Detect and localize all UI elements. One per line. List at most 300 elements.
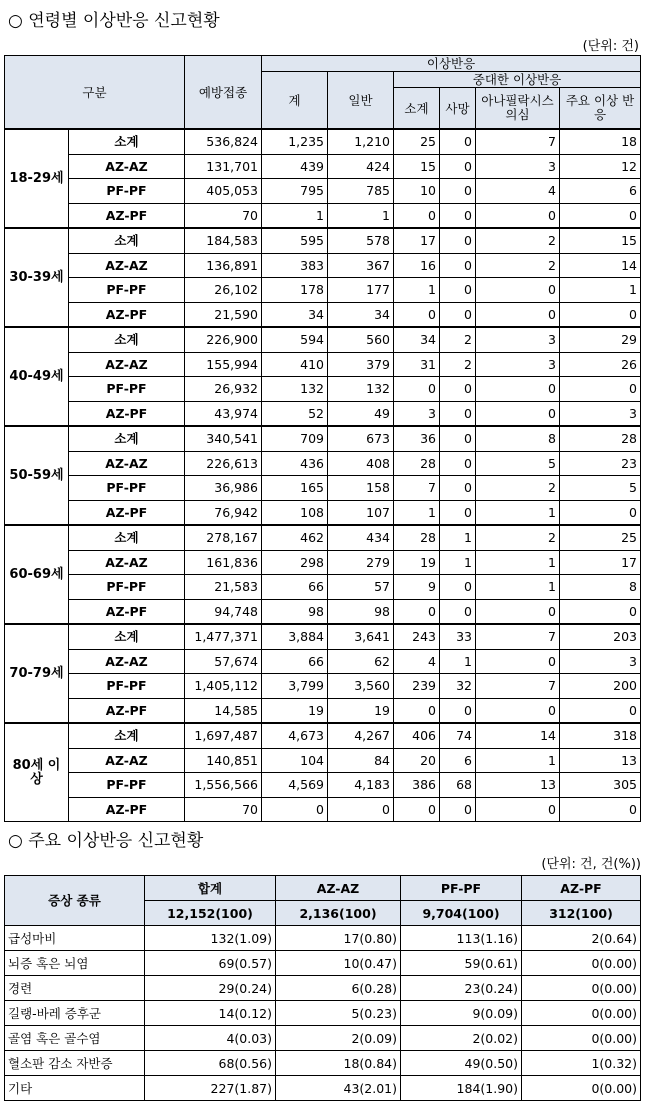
table-cell: 305: [560, 773, 641, 798]
header-general: 일반: [328, 72, 394, 130]
table-cell: 20: [394, 748, 440, 773]
row-label: AZ-AZ: [69, 748, 185, 773]
table-cell: 14: [560, 253, 641, 278]
table-cell: 13: [476, 773, 560, 798]
table-cell: 25: [560, 525, 641, 550]
table-cell: 0: [394, 203, 440, 228]
table-row: [5, 377, 641, 402]
table-cell: 7: [476, 129, 560, 154]
table-cell: 36: [394, 426, 440, 451]
table-cell: 14,585: [185, 698, 262, 723]
table-cell: 26,102: [185, 278, 262, 303]
table-cell: 165: [262, 476, 328, 501]
table-cell: 0: [440, 401, 476, 426]
table-row: [5, 550, 641, 575]
table-cell: 3: [394, 401, 440, 426]
age-group-label: 50-59세: [5, 426, 69, 525]
table-cell: 439: [262, 154, 328, 179]
table-cell: 1: [440, 550, 476, 575]
table-cell: 8: [476, 426, 560, 451]
table-cell: 3: [476, 352, 560, 377]
table-cell: 424: [328, 154, 394, 179]
age-group-label: 18-29세: [5, 129, 69, 228]
header-col-total: 합계: [145, 876, 276, 901]
table-cell: 18: [560, 129, 641, 154]
table-cell: 4,183: [328, 773, 394, 798]
table-row: [5, 302, 641, 327]
header-adverse: 이상반응: [262, 56, 641, 72]
table-cell: 0: [440, 253, 476, 278]
table-cell: 14(0.12): [145, 1001, 276, 1026]
table-cell: 318: [560, 723, 641, 748]
table-cell: 0: [560, 377, 641, 402]
table-cell: 25: [394, 129, 440, 154]
table-cell: 226,900: [185, 327, 262, 352]
table-cell: 673: [328, 426, 394, 451]
table-cell: 184,583: [185, 228, 262, 253]
table-cell: 16: [394, 253, 440, 278]
table-row: [5, 203, 641, 228]
row-label: PF-PF: [69, 377, 185, 402]
table-cell: 462: [262, 525, 328, 550]
table-cell: 0: [440, 426, 476, 451]
table-cell: 0: [476, 599, 560, 624]
table-cell: 3,884: [262, 624, 328, 649]
table-cell: 34: [262, 302, 328, 327]
table-cell: 76,942: [185, 500, 262, 525]
table-cell: 578: [328, 228, 394, 253]
table-row: [5, 797, 641, 822]
table-row: [5, 253, 641, 278]
row-label: PF-PF: [69, 575, 185, 600]
row-label: 소계: [69, 624, 185, 649]
table-cell: 383: [262, 253, 328, 278]
table-cell: 69(0.57): [145, 951, 276, 976]
table-cell: 1,235: [262, 129, 328, 154]
section1-unit: (단위: 건): [582, 39, 639, 54]
header-col-pfpf: PF-PF: [401, 876, 522, 901]
table-cell: 7: [476, 624, 560, 649]
table-cell: 595: [262, 228, 328, 253]
table-cell: 0: [476, 797, 560, 822]
table-row: [5, 575, 641, 600]
table-cell: 2(0.09): [276, 1026, 401, 1051]
table-cell: 1: [476, 550, 560, 575]
table-cell: 7: [394, 476, 440, 501]
table-cell: 21,583: [185, 575, 262, 600]
table-cell: 560: [328, 327, 394, 352]
table-cell: 23: [560, 451, 641, 476]
table-cell: 386: [394, 773, 440, 798]
header-symptom: 증상 종류: [5, 876, 145, 926]
table-cell: 0(0.00): [522, 1026, 641, 1051]
row-label: AZ-PF: [69, 599, 185, 624]
table-cell: 140,851: [185, 748, 262, 773]
table-cell: 62: [328, 649, 394, 674]
table-row: [5, 1051, 641, 1076]
table-cell: 5: [476, 451, 560, 476]
table-cell: 2(0.64): [522, 926, 641, 951]
header-total-azaz: 2,136(100): [276, 901, 401, 926]
table-cell: 6: [440, 748, 476, 773]
table-cell: 177: [328, 278, 394, 303]
symptom-label: 뇌증 혹은 뇌염: [5, 951, 145, 976]
table-row: [5, 698, 641, 723]
table-cell: 43(2.01): [276, 1076, 401, 1101]
table-cell: 23(0.24): [401, 976, 522, 1001]
table-cell: 9: [394, 575, 440, 600]
table-cell: 227(1.87): [145, 1076, 276, 1101]
table-cell: 29: [560, 327, 641, 352]
symptom-label: 길랭-바레 증후군: [5, 1001, 145, 1026]
table-cell: 795: [262, 179, 328, 204]
table-cell: 0: [440, 129, 476, 154]
row-label: PF-PF: [69, 674, 185, 699]
table-cell: 17: [560, 550, 641, 575]
table-cell: 5(0.23): [276, 1001, 401, 1026]
row-label: AZ-PF: [69, 500, 185, 525]
row-label: AZ-AZ: [69, 154, 185, 179]
table-cell: 278,167: [185, 525, 262, 550]
header-total: 계: [262, 72, 328, 130]
row-label: PF-PF: [69, 773, 185, 798]
table-cell: 113(1.16): [401, 926, 522, 951]
table-cell: 29(0.24): [145, 976, 276, 1001]
table-row: [5, 179, 641, 204]
table-row: [5, 154, 641, 179]
table-cell: 367: [328, 253, 394, 278]
table-row: [5, 773, 641, 798]
table-cell: 0(0.00): [522, 951, 641, 976]
table-row: [5, 599, 641, 624]
symptom-label: 급성마비: [5, 926, 145, 951]
table-cell: 104: [262, 748, 328, 773]
table-cell: 1,405,112: [185, 674, 262, 699]
table-cell: 1: [394, 278, 440, 303]
table-cell: 10: [394, 179, 440, 204]
table-cell: 132(1.09): [145, 926, 276, 951]
table-cell: 0: [560, 302, 641, 327]
age-adverse-table: [4, 55, 641, 822]
table-cell: 434: [328, 525, 394, 550]
header-col-azaz: AZ-AZ: [276, 876, 401, 901]
table-cell: 1,556,566: [185, 773, 262, 798]
table-cell: 2: [476, 228, 560, 253]
table-cell: 0: [440, 377, 476, 402]
table-cell: 49(0.50): [401, 1051, 522, 1076]
table-cell: 0: [440, 278, 476, 303]
table-cell: 36,986: [185, 476, 262, 501]
row-label: AZ-PF: [69, 302, 185, 327]
table-cell: 0(0.00): [522, 1076, 641, 1101]
table-cell: 0: [440, 575, 476, 600]
header-serious: 중대한 이상반응: [394, 72, 641, 88]
table-cell: 74: [440, 723, 476, 748]
table-cell: 1: [328, 203, 394, 228]
row-label: PF-PF: [69, 278, 185, 303]
table-cell: 6: [560, 179, 641, 204]
table-cell: 66: [262, 649, 328, 674]
table-cell: 0: [394, 302, 440, 327]
table-cell: 2: [440, 327, 476, 352]
table-cell: 408: [328, 451, 394, 476]
table-cell: 19: [394, 550, 440, 575]
symptom-label: 골염 혹은 골수염: [5, 1026, 145, 1051]
table-row: [5, 327, 641, 352]
table-cell: 239: [394, 674, 440, 699]
age-group-label: 30-39세: [5, 228, 69, 327]
table-row: [5, 1001, 641, 1026]
table-cell: 4: [476, 179, 560, 204]
table-cell: 98: [328, 599, 394, 624]
table-row: [5, 129, 641, 154]
table-cell: 0(0.00): [522, 976, 641, 1001]
row-label: PF-PF: [69, 179, 185, 204]
table-cell: 0: [440, 451, 476, 476]
row-label: AZ-PF: [69, 203, 185, 228]
header-col-azpf: AZ-PF: [522, 876, 641, 901]
table-cell: 6(0.28): [276, 976, 401, 1001]
table-cell: 94,748: [185, 599, 262, 624]
table-cell: 1,697,487: [185, 723, 262, 748]
table-cell: 0: [440, 203, 476, 228]
table-cell: 1: [262, 203, 328, 228]
table-cell: 0: [394, 797, 440, 822]
table-cell: 0: [560, 599, 641, 624]
table-row: [5, 352, 641, 377]
table-cell: 34: [328, 302, 394, 327]
table-cell: 161,836: [185, 550, 262, 575]
table-cell: 379: [328, 352, 394, 377]
age-group-label: 60-69세: [5, 525, 69, 624]
table-cell: 108: [262, 500, 328, 525]
table-cell: 1: [394, 500, 440, 525]
table-row: [5, 1026, 641, 1051]
table-cell: 131,701: [185, 154, 262, 179]
table-cell: 17(0.80): [276, 926, 401, 951]
row-label: 소계: [69, 327, 185, 352]
table-cell: 132: [262, 377, 328, 402]
table-cell: 70: [185, 797, 262, 822]
row-label: 소계: [69, 525, 185, 550]
table-cell: 68(0.56): [145, 1051, 276, 1076]
header-total-azpf: 312(100): [522, 901, 641, 926]
table-cell: 184(1.90): [401, 1076, 522, 1101]
row-label: PF-PF: [69, 476, 185, 501]
table-cell: 15: [560, 228, 641, 253]
table-cell: 1: [440, 525, 476, 550]
table-cell: 158: [328, 476, 394, 501]
table-row: [5, 451, 641, 476]
table-cell: 405,053: [185, 179, 262, 204]
table-cell: 2: [476, 476, 560, 501]
age-group-label: 80세 이상: [5, 723, 69, 822]
row-label: 소계: [69, 426, 185, 451]
table-cell: 26: [560, 352, 641, 377]
header-vaccinations: 예방접종: [185, 56, 262, 130]
table-cell: 0: [476, 302, 560, 327]
table-cell: 298: [262, 550, 328, 575]
table-cell: 279: [328, 550, 394, 575]
table-cell: 33: [440, 624, 476, 649]
table-row: [5, 500, 641, 525]
table-row: [5, 228, 641, 253]
table-cell: 0: [440, 228, 476, 253]
table-row: [5, 723, 641, 748]
table-cell: 31: [394, 352, 440, 377]
table-cell: 0: [394, 698, 440, 723]
table-cell: 0: [476, 377, 560, 402]
age-group-label: 70-79세: [5, 624, 69, 723]
table-cell: 1: [476, 748, 560, 773]
table-cell: 536,824: [185, 129, 262, 154]
table-row: [5, 926, 641, 951]
table-cell: 28: [394, 451, 440, 476]
table-cell: 785: [328, 179, 394, 204]
header-category: 구분: [5, 56, 185, 130]
table-cell: 155,994: [185, 352, 262, 377]
row-label: 소계: [69, 228, 185, 253]
table-cell: 10(0.47): [276, 951, 401, 976]
table-cell: 709: [262, 426, 328, 451]
row-label: AZ-AZ: [69, 352, 185, 377]
table-cell: 0: [476, 698, 560, 723]
table-cell: 66: [262, 575, 328, 600]
header-total-pfpf: 9,704(100): [401, 901, 522, 926]
header-anaphylaxis: 아나필락시스 의심: [476, 88, 560, 130]
table-cell: 4: [394, 649, 440, 674]
table-cell: 3: [476, 154, 560, 179]
table-cell: 28: [560, 426, 641, 451]
table-row: [5, 748, 641, 773]
table-cell: 3: [560, 401, 641, 426]
table-cell: 0: [560, 698, 641, 723]
table-cell: 15: [394, 154, 440, 179]
table-cell: 0: [262, 797, 328, 822]
section2-unit: (단위: 건, 건(%)): [541, 857, 641, 872]
table-row: [5, 1076, 641, 1101]
table-cell: 34: [394, 327, 440, 352]
table-cell: 4,673: [262, 723, 328, 748]
table-cell: 410: [262, 352, 328, 377]
table-row: [5, 624, 641, 649]
table-cell: 406: [394, 723, 440, 748]
row-label: AZ-PF: [69, 797, 185, 822]
table-cell: 3,799: [262, 674, 328, 699]
table-row: [5, 476, 641, 501]
table-cell: 0: [440, 797, 476, 822]
table-cell: 21,590: [185, 302, 262, 327]
table-cell: 3,560: [328, 674, 394, 699]
table-cell: 340,541: [185, 426, 262, 451]
table-cell: 1(0.32): [522, 1051, 641, 1076]
table-cell: 594: [262, 327, 328, 352]
table-cell: 2: [440, 352, 476, 377]
table-cell: 4,569: [262, 773, 328, 798]
table-cell: 0: [560, 797, 641, 822]
table-cell: 98: [262, 599, 328, 624]
table-cell: 0: [476, 278, 560, 303]
table-cell: 13: [560, 748, 641, 773]
symptom-label: 기타: [5, 1076, 145, 1101]
table-cell: 43,974: [185, 401, 262, 426]
table-cell: 68: [440, 773, 476, 798]
table-cell: 0: [476, 203, 560, 228]
table-row: [5, 278, 641, 303]
table-cell: 0: [440, 476, 476, 501]
table-cell: 26,932: [185, 377, 262, 402]
table-cell: 0: [476, 401, 560, 426]
row-label: AZ-AZ: [69, 649, 185, 674]
table-row: [5, 426, 641, 451]
table-cell: 0: [560, 500, 641, 525]
table-cell: 1: [476, 575, 560, 600]
table-cell: 19: [328, 698, 394, 723]
table-row: [5, 951, 641, 976]
table-row: [5, 525, 641, 550]
header-major: 주요 이상 반응: [560, 88, 641, 130]
table-cell: 2: [476, 253, 560, 278]
table-cell: 70: [185, 203, 262, 228]
table-cell: 2(0.02): [401, 1026, 522, 1051]
row-label: 소계: [69, 723, 185, 748]
table-row: [5, 674, 641, 699]
table-cell: 3,641: [328, 624, 394, 649]
row-label: AZ-AZ: [69, 451, 185, 476]
table-cell: 18(0.84): [276, 1051, 401, 1076]
symptom-label: 혈소판 감소 자반증: [5, 1051, 145, 1076]
table-cell: 0: [476, 649, 560, 674]
header-total-all: 12,152(100): [145, 901, 276, 926]
table-cell: 0(0.00): [522, 1001, 641, 1026]
table-cell: 132: [328, 377, 394, 402]
table-cell: 0: [440, 698, 476, 723]
table-cell: 226,613: [185, 451, 262, 476]
table-cell: 4(0.03): [145, 1026, 276, 1051]
table-cell: 8: [560, 575, 641, 600]
section2-title: ○ 주요 이상반응 신고현황: [8, 831, 204, 851]
row-label: 소계: [69, 129, 185, 154]
table-cell: 1: [476, 500, 560, 525]
table-cell: 49: [328, 401, 394, 426]
table-cell: 0: [560, 203, 641, 228]
table-cell: 19: [262, 698, 328, 723]
symptom-label: 경련: [5, 976, 145, 1001]
table-cell: 0: [440, 154, 476, 179]
table-row: [5, 401, 641, 426]
table-cell: 0: [440, 599, 476, 624]
header-death: 사망: [440, 88, 476, 130]
header-subtotal: 소계: [394, 88, 440, 130]
table-cell: 9(0.09): [401, 1001, 522, 1026]
table-cell: 59(0.61): [401, 951, 522, 976]
table-cell: 7: [476, 674, 560, 699]
table-cell: 28: [394, 525, 440, 550]
table-cell: 3: [476, 327, 560, 352]
table-cell: 5: [560, 476, 641, 501]
table-cell: 4,267: [328, 723, 394, 748]
table-cell: 1: [440, 649, 476, 674]
table-cell: 57,674: [185, 649, 262, 674]
table-cell: 52: [262, 401, 328, 426]
table-cell: 1,477,371: [185, 624, 262, 649]
table-row: [5, 976, 641, 1001]
table-cell: 14: [476, 723, 560, 748]
table-cell: 0: [328, 797, 394, 822]
table-cell: 57: [328, 575, 394, 600]
row-label: AZ-PF: [69, 401, 185, 426]
age-group-label: 40-49세: [5, 327, 69, 426]
